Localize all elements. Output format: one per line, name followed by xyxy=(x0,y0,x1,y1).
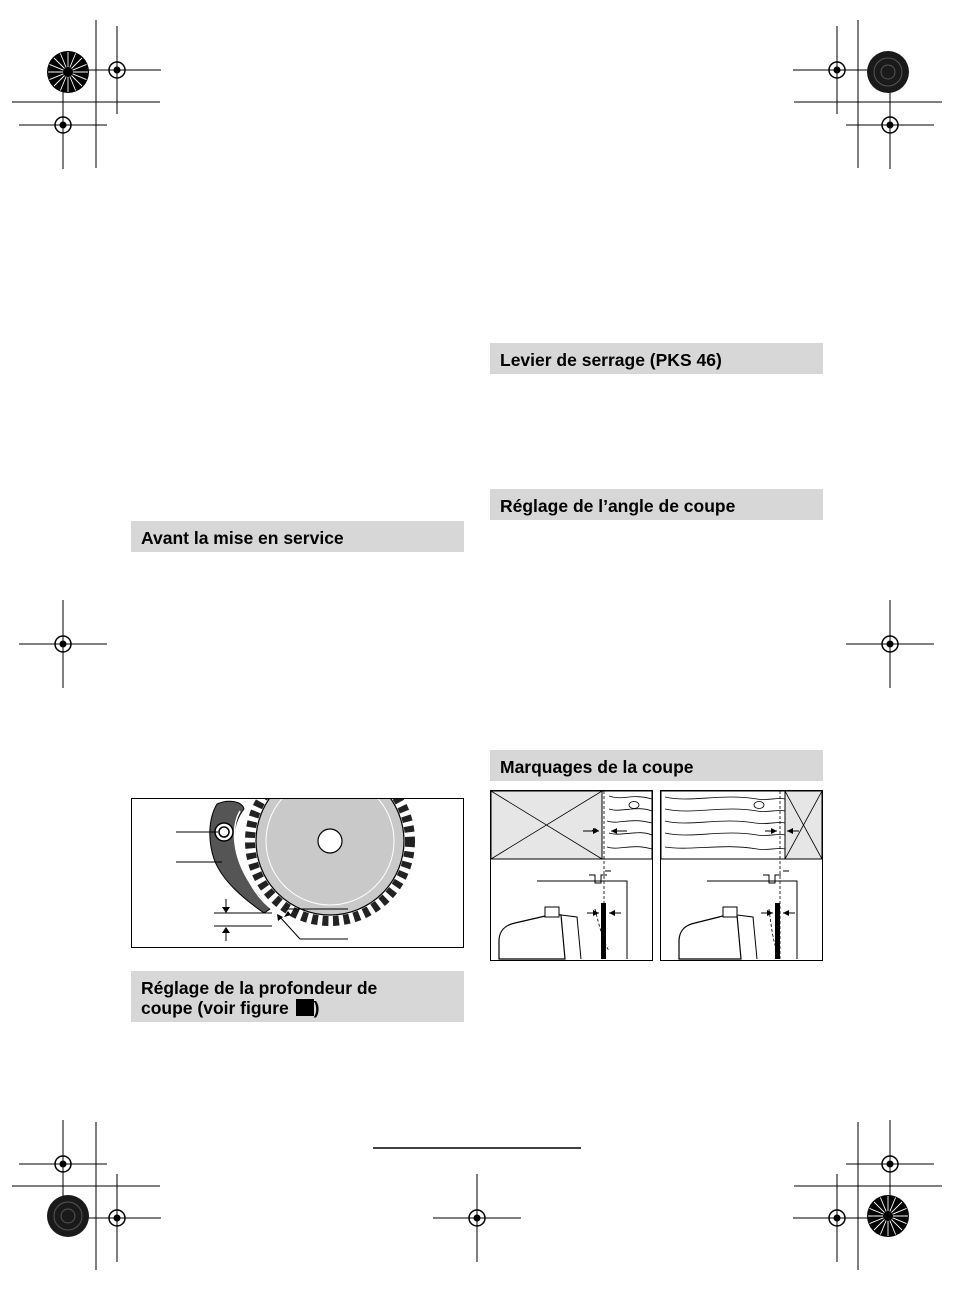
figure-cut-marking-right xyxy=(660,790,823,961)
figure-number-box xyxy=(296,999,314,1016)
saw-blade-icon xyxy=(250,799,410,921)
heading-line-2-close: ) xyxy=(313,998,320,1018)
heading-line-1: Réglage de la profondeur de xyxy=(141,978,378,998)
heading-line-2-text: coupe (voir figure xyxy=(141,998,294,1018)
heading-avant-la-mise-en-service: Avant la mise en service xyxy=(131,521,464,552)
figure-cut-marking-left xyxy=(490,790,653,961)
heading-marquages-de-la-coupe: Marquages de la coupe xyxy=(490,750,823,781)
figure-blade-depth xyxy=(131,798,464,948)
heading-reglage-profondeur xyxy=(131,971,464,1022)
heading-reglage-angle-de-coupe: Réglage de l’angle de coupe xyxy=(490,489,823,520)
heading-line-2 xyxy=(141,998,454,1018)
heading-levier-de-serrage: Levier de serrage (PKS 46) xyxy=(490,343,823,374)
